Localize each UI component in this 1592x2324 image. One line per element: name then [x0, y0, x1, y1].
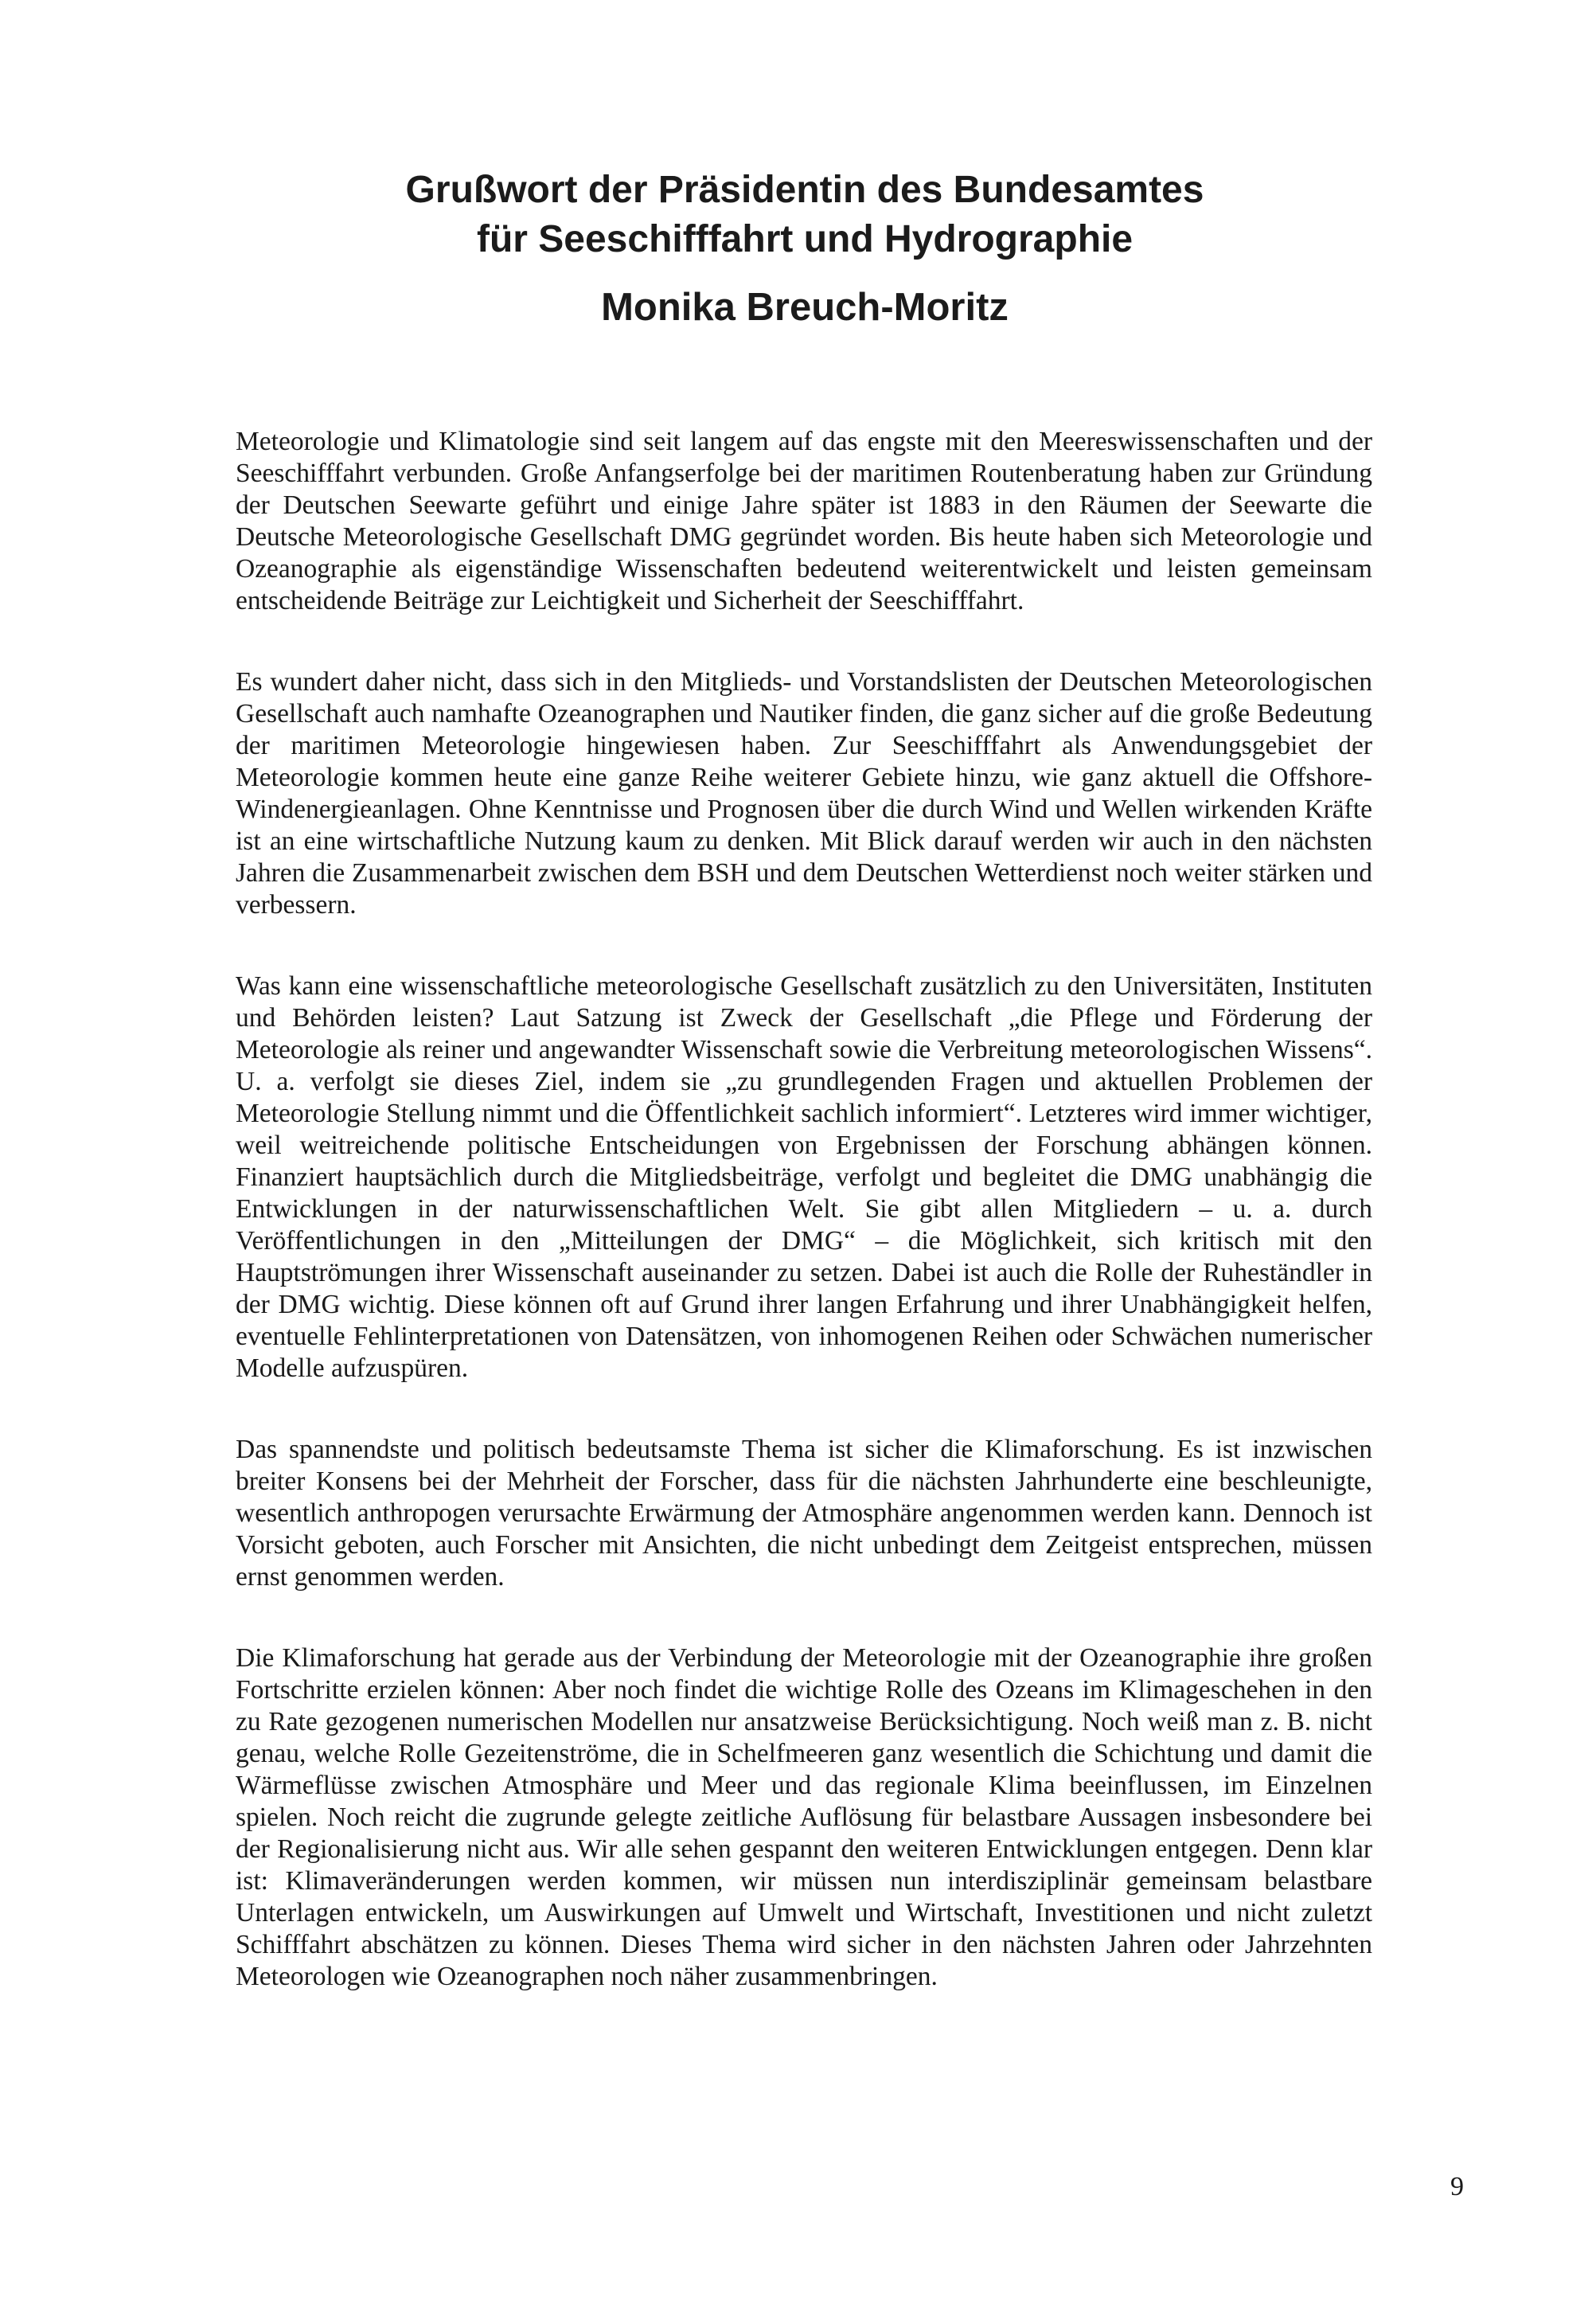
page-number: 9: [1450, 2172, 1464, 2201]
paragraph-1: Meteorologie und Klimatologie sind seit langem auf das engste mit den Meereswissenschaften und der Seeschifffahrt verbunden. Große Anfangserfolge bei der maritimen Routenberatung haben zur Gründung der Deutschen Seewarte geführt und einige Jahre später ist 1883 in den Räumen der Seewarte die Deutsche Meteorologische Gesellschaft DMG gegründet worden. Bis heute haben sich Meteorologie und Ozeanographie als eigenständige Wissenschaften bedeutend weiterentwickelt und leisten gemeinsam entscheidende Beiträge zur Leichtigkeit und Sicherheit der Seeschifffahrt.: [236, 427, 1372, 615]
paragraph-5: Die Klimaforschung hat gerade aus der Verbindung der Meteorologie mit der Ozeanographie ihre großen Fortschritte erzielen können: Aber noch findet die wichtige Rolle des Ozeans im Klimageschehen in den zu Rate gezogenen numerischen Modellen nur ansatzweise Berücksichtigung. Noch weiß man z. B. nicht genau, welche Rolle Gezeitenströme, die in Schelfmeeren ganz wesentlich die Schichtung und damit die Wärmeflüsse zwischen Atmosphäre und Meer und das regionale Klima beeinflussen, im Einzelnen spielen. Noch reicht die zugrunde gelegte zeitliche Auflösung für belastbare Aussagen insbesondere bei der Regionalisierung nicht aus. Wir alle sehen gespannt den weiteren Entwicklungen entgegen. Denn klar ist: Klimaveränderungen werden kommen, wir müssen nun interdisziplinär gemeinsam belastbare Unterlagen entwickeln, um Auswirkungen auf Umwelt und Wirtschaft, Investitionen und nicht zuletzt Schifffahrt abschätzen zu können. Dieses Thema wird sicher in den nächsten Jahren oder Jahrzehnten Meteorologen wie Ozeanographen noch näher zusammenbringen.: [236, 1643, 1372, 1991]
paragraph-2: Es wundert daher nicht, dass sich in den Mitglieds- und Vorstandslisten der Deutschen Meteorologischen Gesellschaft auch namhafte Ozeanographen und Nautiker finden, die ganz sicher auf die große Bedeutung der maritimen Meteorologie hingewiesen haben. Zur Seeschifffahrt als Anwendungsgebiet der Meteorologie kommen heute eine ganze Reihe weiterer Gebiete hinzu, wie ganz aktuell die Offshore-Windenergieanlagen. Ohne Kenntnisse und Prognosen über die durch Wind und Wellen wirkenden Kräfte ist an eine wirtschaftliche Nutzung kaum zu denken. Mit Blick darauf werden wir auch in den nächsten Jahren die Zusammenarbeit zwischen dem BSH und dem Deutschen Wetterdienst noch weiter stärken und verbessern.: [236, 667, 1372, 920]
title-block: [236, 166, 1374, 333]
body-text: [236, 426, 1372, 2042]
author-name: Monika Breuch-Moritz: [601, 286, 1009, 329]
paragraph-3: Was kann eine wissenschaftliche meteorologische Gesellschaft zusätzlich zu den Universitäten, Instituten und Behörden leisten? Laut Satzung ist Zweck der Gesellschaft „die Pflege und Förderung der Meteorologie als reiner und angewandter Wissenschaft sowie die Verbreitung meteorologischen Wissens“. U. a. verfolgt sie dieses Ziel, indem sie „zu grundlegenden Fragen und aktuellen Problemen der Meteorologie Stellung nimmt und die Öffentlichkeit sachlich informiert“. Letzteres wird immer wichtiger, weil weitreichende politische Entscheidungen von Ergebnissen der Forschung abhängen können. Finanziert hauptsächlich durch die Mitgliedsbeiträge, verfolgt und begleitet die DMG unabhängig die Entwicklungen in der naturwissenschaftlichen Welt. Sie gibt allen Mitgliedern – u. a. durch Veröffentlichungen in den „Mitteilungen der DMG“ – die Möglichkeit, sich kritisch mit den Hauptströmungen ihrer Wissenschaft auseinander zu setzen. Dabei ist auch die Rolle der Ruheständler in der DMG wichtig. Diese können oft auf Grund ihrer langen Erfahrung und ihrer Unabhängigkeit helfen, eventuelle Fehlinterpretationen von Datensätzen, von inhomogenen Reihen oder Schwächen numerischer Modelle aufzuspüren.: [236, 971, 1372, 1383]
paragraph-4: Das spannendste und politisch bedeutsamste Thema ist sicher die Klimaforschung. Es ist inzwischen breiter Konsens bei der Mehrheit der Forscher, dass für die nächsten Jahrhunderte eine beschleunigte, wesentlich anthropogen verursachte Erwärmung der Atmosphäre angenommen werden kann. Dennoch ist Vorsicht geboten, auch Forscher mit Ansichten, die nicht unbedingt dem Zeitgeist entsprechen, müssen ernst genommen werden.: [236, 1435, 1372, 1592]
page-title-line-2: für Seeschifffahrt und Hydrographie: [476, 218, 1134, 260]
page-title-line-1: Grußwort der Präsidentin des Bundesamtes: [405, 169, 1204, 211]
